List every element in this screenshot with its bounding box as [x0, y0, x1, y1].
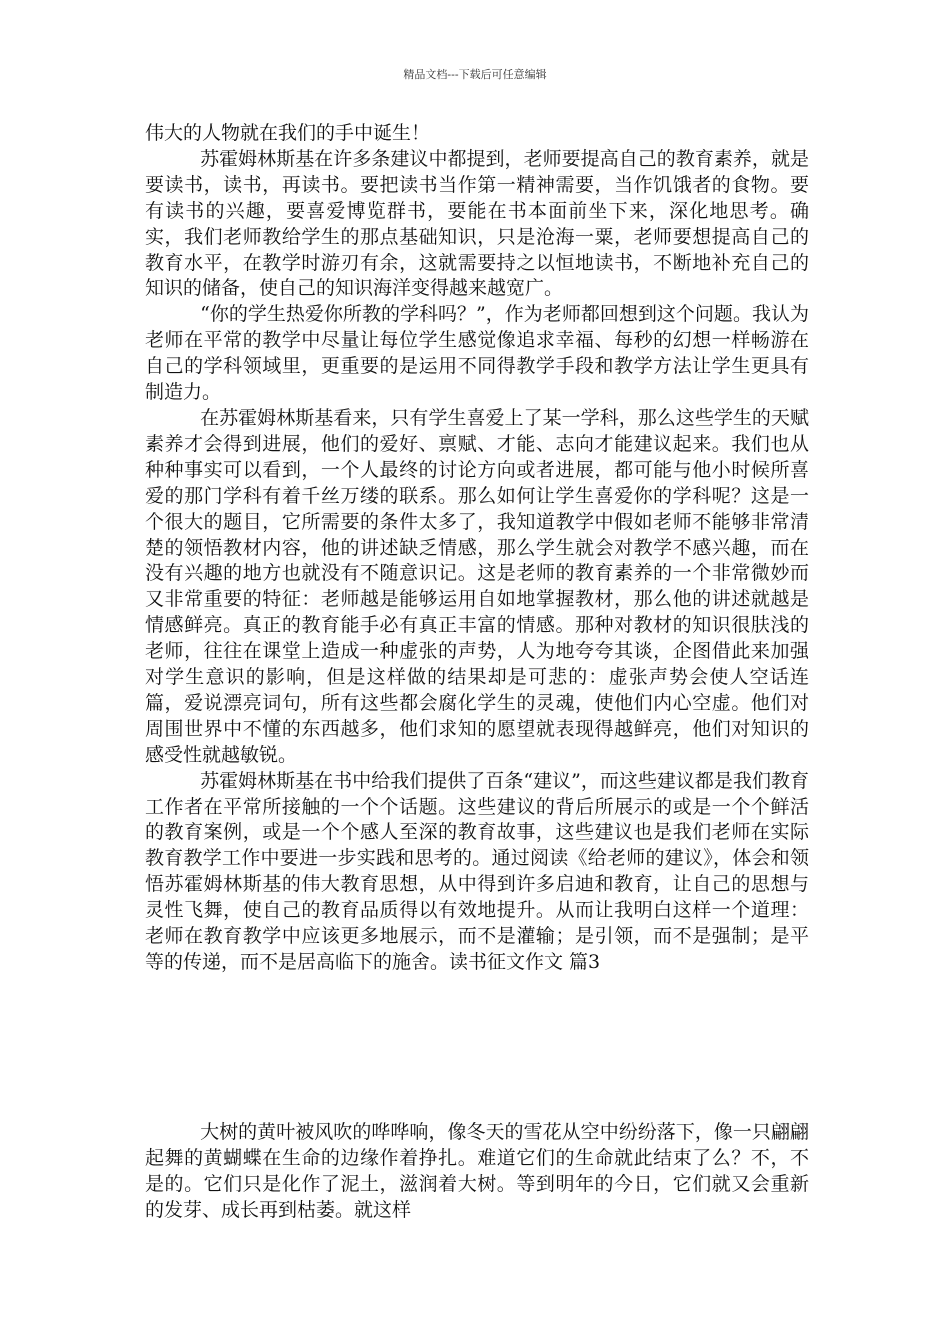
- paragraph-5: 苏霍姆林斯基在书中给我们提供了百条“建议”，而这些建议都是我们教育工作者在平常所接触的一个个话题。这些建议的背后所展示的或是一个个鲜活的教育案例，或是一个个感人至深的教育故事，这些建议也是我们老师在实际教育教学工作中要进一步实践和思考的。通过阅读《给老师的建议》，体会和领悟苏霍姆林斯基的伟大教育思想，从中得到许多启迪和教育，让自己的思想与灵性飞舞，使自己的教育品质得以有效地提升。从而让我明白这样一个道理：老师在教育教学中应该更多地展示，而不是灌输；是引领，而不是强制；是平等的传递，而不是居高临下的施舍。读书征文作文 篇3: [145, 769, 809, 973]
- paragraph-2: 苏霍姆林斯基在许多条建议中都提到，老师要提高自己的教育素养，就是要读书，读书，再读书。要把读书当作第一精神需要，当作饥饿者的食物。要有读书的兴趣，要喜爱博览群书，要能在书本面前坐下来，深化地思考。确实，我们老师教给学生的那点基础知识，只是沧海一粟，老师要想提高自己的教育水平，在教学时游刃有余，这就需要持之以恒地读书，不断地补充自己的知识的储备，使自己的知识海洋变得越来越宽广。: [145, 147, 809, 300]
- paragraph-3: “你的学生热爱你所教的学科吗？”，作为老师都回想到这个问题。我认为老师在平常的教学中尽量让每位学生感觉像追求幸福、每秒的幻想一样畅游在自己的学科领域里，更重要的是运用不同得教学手段和教学方法让学生更具有制造力。: [145, 303, 809, 404]
- page-header: 精品文档---下载后可任意编辑: [403, 68, 547, 81]
- paragraph-6: 大树的黄叶被风吹的哗哗响，像冬天的雪花从空中纷纷落下，像一只翩翩起舞的黄蝴蝶在生命的边缘作着挣扎。难道它们的生命就此结束了么？不，不是的。它们只是化作了泥土，滋润着大树。等到明年的今日，它们就又会重新的发芽、成长再到枯萎。就这样: [145, 1121, 809, 1221]
- paragraph-4: 在苏霍姆林斯基看来，只有学生喜爱上了某一学科，那么这些学生的天赋素养才会得到进展，他们的爱好、禀赋、才能、志向才能建议起来。我们也从种种事实可以看到，一个人最终的讨论方向或者进展，都可能与他小时候所喜爱的那门学科有着千丝万缕的联系。那么如何让学生喜爱你的学科呢？这是一个很大的题目，它所需要的条件太多了，我知道教学中假如老师不能够非常清楚的领悟教材内容，他的讲述缺乏情感，那么学生就会对教学不感兴趣，而在没有兴趣的地方也就没有不随意识记。这是老师的教育素养的一个非常微妙而又非常重要的特征：老师越是能够运用自如地掌握教材，那么他的讲述就越是情感鲜亮。真正的教育能手必有真正丰富的情感。那种对教材的知识很肤浅的老师，往往在课堂上造成一种虚张的声势，人为地夸夸其谈，企图借此来加强对学生意识的影响，但是这样做的结果却是可悲的：虚张声势会使人空话连篇，爱说漂亮词句，所有这些都会腐化学生的灵魂，使他们内心空虚。他们对周围世界中不懂的东西越多，他们求知的愿望就表现得越鲜亮，他们对知识的感受性就越敏锐。: [145, 406, 809, 766]
- document-body: [145, 121, 809, 976]
- essay-3-body: [145, 1120, 809, 1224]
- paragraph-1: 伟大的人物就在我们的手中诞生！: [145, 122, 431, 144]
